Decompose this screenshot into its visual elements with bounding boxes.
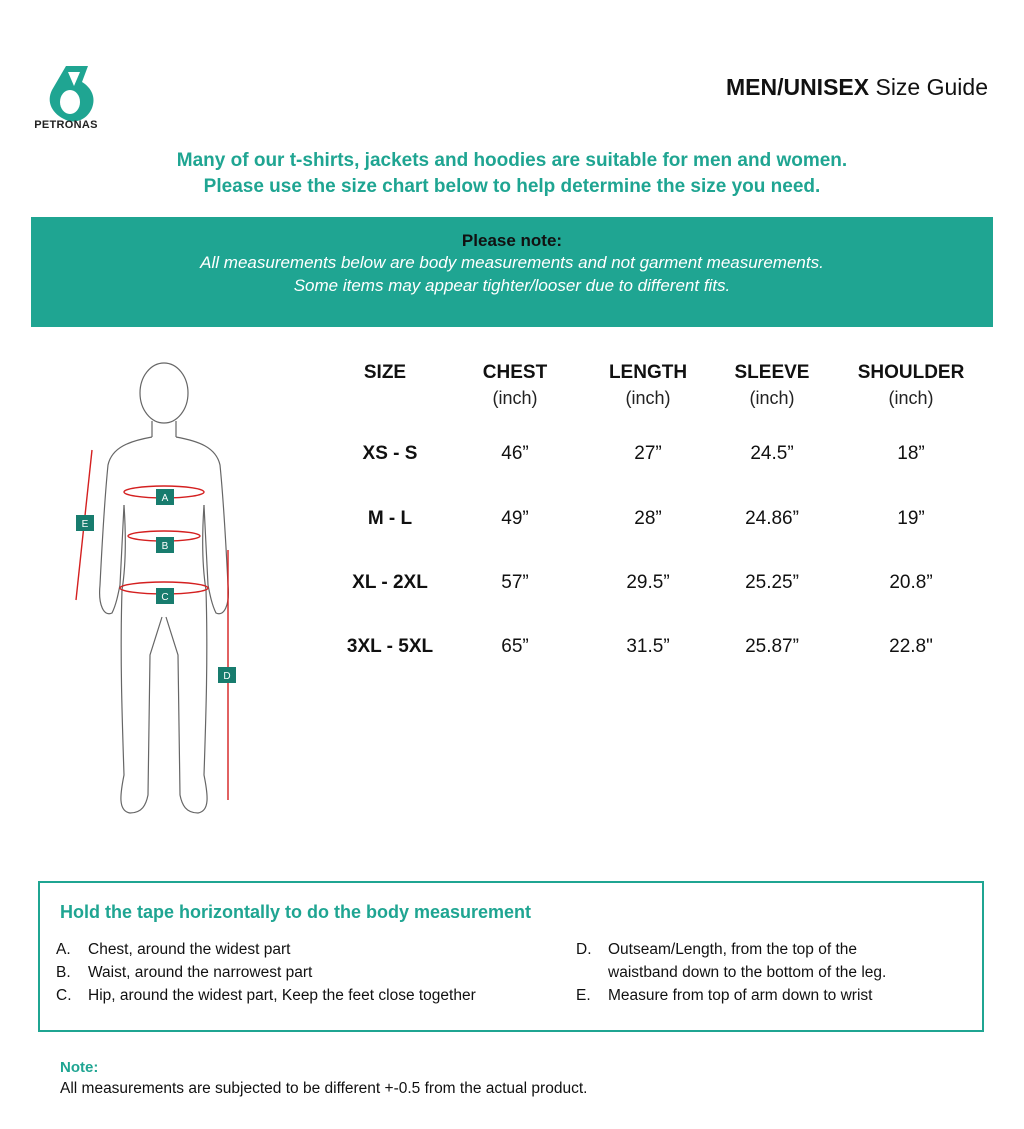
measure-item-d-cont bbox=[576, 964, 886, 982]
row-2-shoulder: 19” bbox=[897, 508, 925, 529]
row-3-length: 29.5” bbox=[626, 572, 670, 593]
row-3-chest: 57” bbox=[501, 572, 529, 593]
page-title bbox=[726, 74, 988, 101]
measure-text-a: Chest, around the widest part bbox=[88, 941, 291, 958]
label-a: A bbox=[161, 493, 169, 504]
measure-item-c bbox=[56, 987, 476, 1005]
header-chest bbox=[455, 362, 575, 409]
measure-key-e: E. bbox=[576, 987, 591, 1004]
banner-line-1: All measurements below are body measurements and not garment measurements. bbox=[200, 253, 824, 272]
note-banner bbox=[31, 217, 993, 327]
row-4-length: 31.5” bbox=[626, 636, 670, 657]
row-4-chest: 65” bbox=[501, 636, 529, 657]
header-sleeve-label: SLEEVE bbox=[734, 362, 810, 383]
title-bold: MEN/UNISEX bbox=[725, 74, 870, 100]
row-2-length: 28” bbox=[634, 508, 662, 529]
note-label: Note: bbox=[60, 1059, 99, 1076]
row-1-size: XS - S bbox=[362, 443, 418, 464]
row-3-size: XL - 2XL bbox=[352, 572, 428, 593]
measure-item-d bbox=[576, 941, 857, 959]
measure-text-c: Hip, around the widest part, Keep the feet close together bbox=[88, 987, 476, 1004]
header-chest-label: CHEST bbox=[482, 362, 548, 383]
header-size-label: SIZE bbox=[363, 362, 407, 383]
header-size bbox=[330, 362, 440, 384]
row-1-shoulder: 18” bbox=[897, 443, 925, 464]
measurement-title: Hold the tape horizontally to do the body measurement bbox=[60, 902, 532, 922]
header-length-unit: (inch) bbox=[625, 388, 671, 408]
row-1-sleeve: 24.5” bbox=[750, 443, 794, 464]
measure-key-b: B. bbox=[56, 964, 71, 981]
row-2-size: M - L bbox=[367, 508, 413, 529]
header-length-label: LENGTH bbox=[608, 362, 688, 383]
row-4-shoulder: 22.8" bbox=[889, 636, 933, 657]
header-shoulder-unit: (inch) bbox=[888, 388, 934, 408]
measure-key-a: A. bbox=[56, 941, 71, 958]
measure-text-d: Outseam/Length, from the top of the bbox=[608, 941, 858, 958]
header-length bbox=[588, 362, 708, 409]
intro-line-2: Please use the size chart below to help determine the size you need. bbox=[203, 176, 821, 197]
measure-item-e bbox=[576, 987, 872, 1005]
row-3-shoulder: 20.8” bbox=[889, 572, 933, 593]
measure-item-b bbox=[56, 964, 312, 982]
measure-text-e: Measure from top of arm down to wrist bbox=[608, 987, 873, 1004]
brand-name: PETRONAS bbox=[34, 119, 98, 131]
measure-item-a bbox=[56, 941, 290, 959]
measure-key-d: D. bbox=[576, 941, 592, 958]
note-text: All measurements are subjected to be different +-0.5 from the actual product. bbox=[60, 1080, 588, 1097]
row-1-length: 27” bbox=[634, 443, 662, 464]
row-3-sleeve: 25.25” bbox=[745, 572, 799, 593]
body-figure bbox=[60, 355, 260, 825]
header-sleeve bbox=[712, 362, 832, 409]
header-chest-unit: (inch) bbox=[492, 388, 538, 408]
label-e: E bbox=[81, 519, 89, 530]
intro-line-1: Many of our t-shirts, jackets and hoodies are suitable for men and women. bbox=[176, 150, 848, 171]
banner-line-2: Some items may appear tighter/looser due to different fits. bbox=[293, 276, 731, 295]
header-shoulder-label: SHOULDER bbox=[857, 362, 965, 383]
row-2-chest: 49” bbox=[501, 508, 529, 529]
measure-key-c: C. bbox=[56, 987, 72, 1004]
banner-heading: Please note: bbox=[461, 231, 563, 250]
label-b: B bbox=[161, 541, 169, 552]
label-d: D bbox=[223, 671, 231, 682]
intro-text bbox=[0, 148, 1024, 200]
row-1-chest: 46” bbox=[501, 443, 529, 464]
measure-text-b: Waist, around the narrowest part bbox=[88, 964, 313, 981]
row-4-sleeve: 25.87” bbox=[745, 636, 799, 657]
label-c: C bbox=[161, 592, 169, 603]
measure-text-d-cont: waistband down to the bottom of the leg. bbox=[608, 964, 887, 981]
row-2-sleeve: 24.86” bbox=[745, 508, 799, 529]
row-4-size: 3XL - 5XL bbox=[346, 636, 434, 657]
header-sleeve-unit: (inch) bbox=[749, 388, 795, 408]
title-rest: Size Guide bbox=[869, 74, 988, 100]
header-shoulder bbox=[846, 362, 976, 409]
